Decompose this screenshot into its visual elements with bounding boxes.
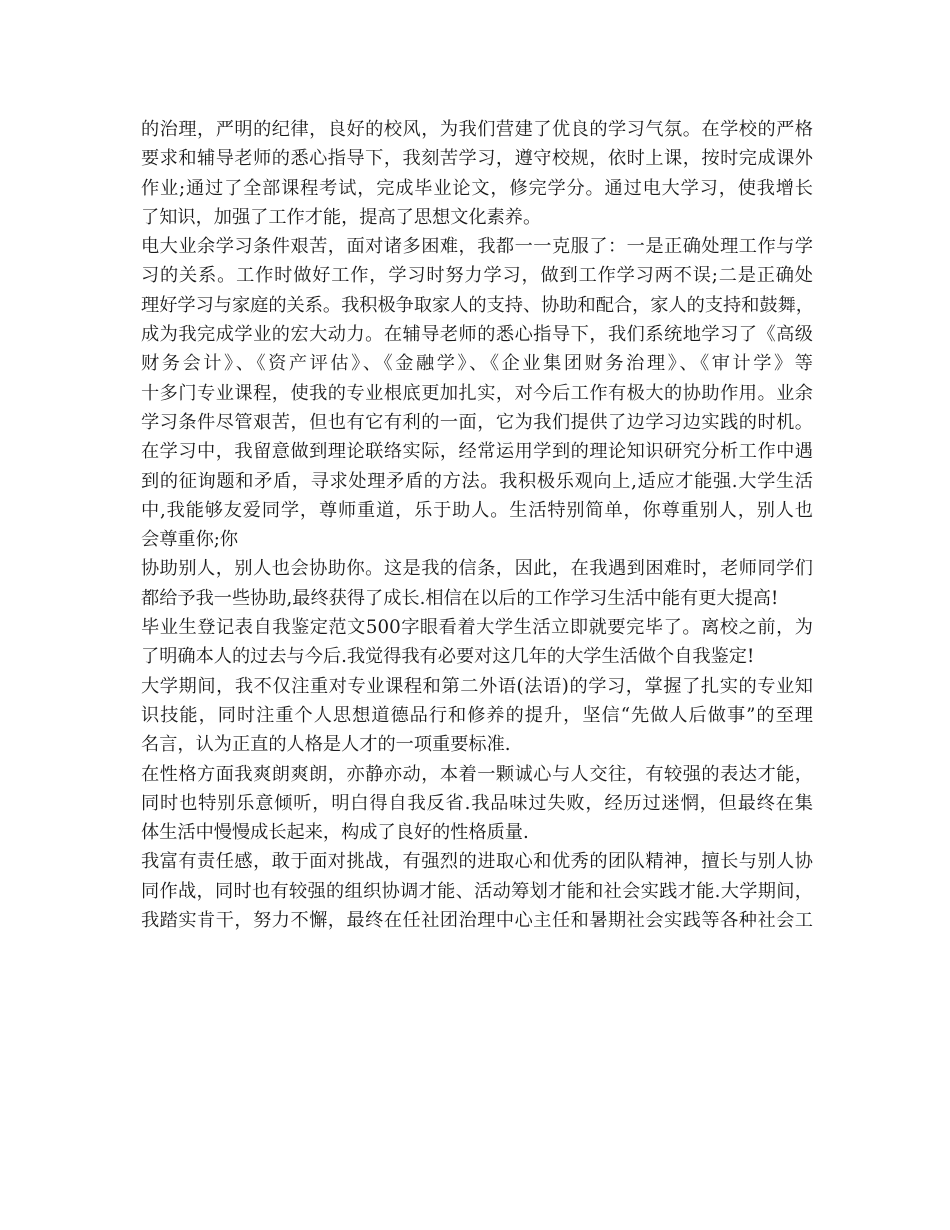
text-line: 的治理，严明的纪律，良好的校风，为我们营建了优良的学习气氛。在学校的严格 (141, 119, 813, 140)
text-line: 名言，认为正直的人格是人才的一项重要标准. (141, 734, 511, 756)
text-line: 识技能，同时注重个人思想道德品行和修养的提升，坚信“先做人后做事”的至理 (141, 704, 813, 726)
text-line: 在性格方面我爽朗爽朗，亦静亦动，本着一颗诚心与人交往，有较强的表达才能， (141, 763, 813, 785)
text-line: 学习条件尽管艰苦，但也有它有利的一面，它为我们提供了边学习边实践的时机。 (141, 411, 813, 433)
text-line: 同时也特别乐意倾听，明白得自我反省.我品味过失败，经历过迷惘，但最终在集 (141, 792, 813, 814)
text-line: 我踏实肯干，努力不懈，最终在任社团治理中心主任和暑期社会实践等各种社会工 (141, 910, 813, 932)
text-line: 要求和辅导老师的悉心指导下，我刻苦学习，遵守校规，依时上课，按时完成课外 (141, 148, 813, 170)
text-line: 成为我完成学业的宏大动力。在辅导老师的悉心指导下，我们系统地学习了《高级 (141, 324, 813, 346)
text-line: 毕业生登记表自我鉴定范文500字眼看着大学生活立即就要完毕了。离校之前，为 (141, 617, 813, 639)
text-line: 都给予我一些协助,最终获得了成长.相信在以后的工作学习生活中能有更大提高! (141, 587, 779, 609)
text-line: 作业;通过了全部课程考试，完成毕业论文，修完学分。通过电大学习，使我增长 (141, 177, 813, 199)
text-line: 到的征询题和矛盾，寻求处理矛盾的方法。我积极乐观向上,适应才能强.大学生活 (141, 470, 813, 492)
text-line: 习的关系。工作时做好工作，学习时努力学习，做到工作学习两不误;二是正确处 (141, 265, 813, 287)
text-line: 十多门专业课程，使我的专业根底更加扎实，对今后工作有极大的协助作用。业余 (141, 382, 813, 404)
text-line: 了知识，加强了工作才能，提高了思想文化素养。 (141, 206, 542, 228)
document-body (141, 115, 813, 935)
text-line: 会尊重你;你 (141, 529, 239, 551)
text-line: 电大业余学习条件艰苦，面对诸多困难，我都一一克服了：一是正确处理工作与学 (141, 236, 813, 258)
text-line: 我富有责任感，敢于面对挑战，有强烈的进取心和优秀的团队精神，擅长与别人协 (141, 851, 813, 873)
text-line: 在学习中，我留意做到理论联络实际，经常运用学到的理论知识研究分析工作中遇 (141, 441, 813, 463)
text-line: 财务会计》、《资产评估》、《金融学》、《企业集团财务治理》、《审计学》等 (141, 353, 813, 375)
text-line: 协助别人，别人也会协助你。这是我的信条，因此，在我遇到困难时，老师同学们 (141, 558, 813, 580)
text-line: 了明确本人的过去与今后.我觉得我有必要对这几年的大学生活做个自我鉴定! (141, 646, 755, 668)
text-line: 理好学习与家庭的关系。我积极争取家人的支持、协助和配合，家人的支持和鼓舞， (141, 294, 814, 316)
text-line: 大学期间，我不仅注重对专业课程和第二外语(法语)的学习，掌握了扎实的专业知 (141, 675, 813, 697)
text-line: 体生活中慢慢成长起来，构成了良好的性格质量. (141, 822, 529, 844)
text-line: 同作战，同时也有较强的组织协调才能、活动筹划才能和社会实践才能.大学期间， (141, 880, 813, 902)
text-line: 中,我能够友爱同学，尊师重道，乐于助人。生活特别简单，你尊重别人，别人也 (141, 499, 813, 521)
